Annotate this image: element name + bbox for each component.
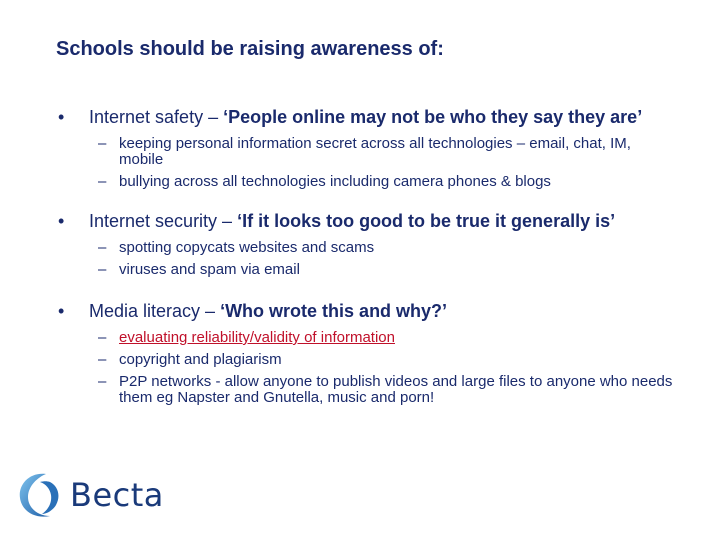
sub-item (98, 352, 678, 368)
bullet-item (58, 108, 678, 127)
sub-text: keeping personal information secret across all technologies – email, chat, IM, mobile (119, 135, 631, 168)
bullet-lead: Internet safety – (89, 107, 224, 127)
sub-item (98, 136, 678, 168)
sub-list (98, 330, 678, 406)
sub-dash: – (98, 261, 107, 278)
sub-item (98, 174, 678, 190)
sub-text: viruses and spam via email (119, 261, 300, 278)
bullet-list (58, 108, 678, 412)
sub-item (98, 374, 678, 406)
information-link[interactable]: evaluating reliability/validity of information (119, 329, 395, 346)
sub-dash: – (98, 135, 107, 152)
bullet-group-internet-safety (58, 108, 678, 190)
bullet-group-media-literacy (58, 302, 678, 406)
sub-item (98, 262, 678, 278)
sub-text: spotting copycats websites and scams (119, 239, 375, 256)
bullet-dot: • (58, 211, 65, 231)
bullet-dot: • (58, 107, 65, 127)
sub-text: P2P networks - allow anyone to publish videos and large files to anyone who needs them eg Napster and Gnutella, music and porn! (119, 373, 673, 406)
becta-logo (16, 470, 164, 520)
bullet-dot: • (58, 301, 65, 321)
sub-item (98, 330, 678, 346)
bullet-quote: ‘People online may not be who they say they are’ (223, 107, 643, 127)
sub-dash: – (98, 173, 107, 190)
bullet-lead: Internet security – (89, 211, 238, 231)
sub-text: bullying across all technologies including camera phones & blogs (119, 173, 551, 190)
sub-dash: – (98, 351, 107, 368)
sub-list (98, 240, 678, 278)
sub-dash: – (98, 329, 107, 346)
bullet-lead: Media literacy – (89, 301, 221, 321)
sub-dash: – (98, 373, 107, 390)
sub-item (98, 240, 678, 256)
sub-text: copyright and plagiarism (119, 351, 282, 368)
bullet-group-internet-security (58, 212, 678, 278)
bullet-quote: ‘If it looks too good to be true it generally is’ (237, 211, 616, 231)
slide-title: Schools should be raising awareness of: (56, 38, 444, 60)
bullet-quote: ‘Who wrote this and why?’ (220, 301, 448, 321)
sub-list (98, 136, 678, 190)
bullet-item (58, 212, 678, 231)
logo-wordmark: Becta (70, 476, 164, 514)
bullet-item (58, 302, 678, 321)
sub-dash: – (98, 239, 107, 256)
becta-swirl-icon (16, 470, 64, 520)
